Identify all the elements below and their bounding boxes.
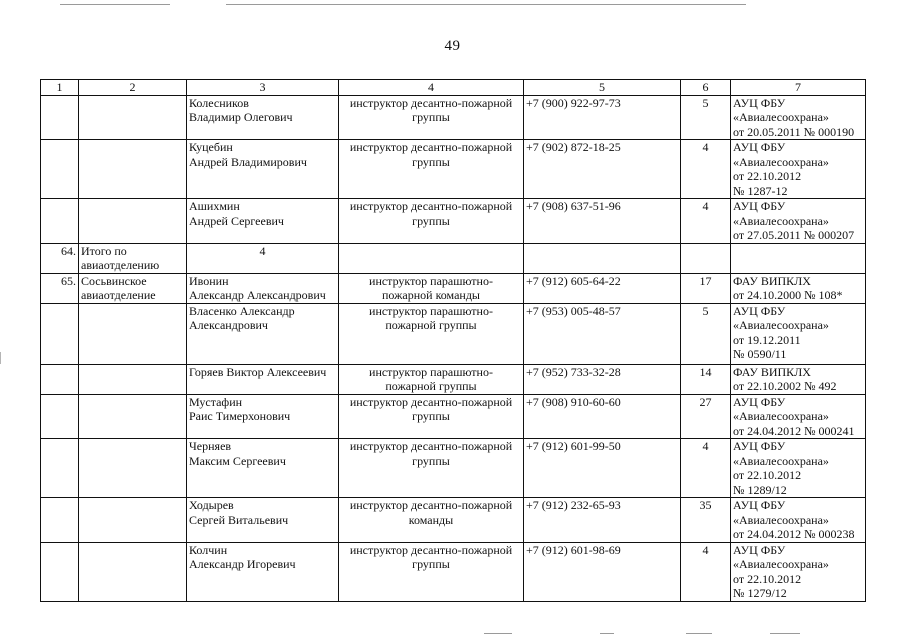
table-row [41,140,866,199]
department-cell [79,243,187,273]
person-name-cell-line: Александр Александрович [189,288,326,302]
position-cell [339,95,524,140]
person-name-cell-line: Ашихмин [189,199,240,213]
table-body [41,95,866,601]
position-cell-line: инструктор десантно-пожарной [349,542,513,557]
certificate-cell-line: № 1289/12 [733,482,787,497]
phone-cell: +7 (912) 232-65-93 [524,498,681,543]
person-name-cell-line: Максим Сергеевич [189,453,286,468]
person-name-cell-line: Колчин [189,542,228,557]
experience-years-cell: 4 [681,542,731,601]
experience-years-cell: 4 [681,439,731,498]
row-number [41,364,79,394]
position-cell [339,439,524,498]
department-cell-line: авиаотделение [81,288,156,302]
certificate-cell [731,394,866,439]
phone-cell: +7 (952) 733-32-28 [524,364,681,394]
position-cell [339,364,524,394]
person-name-cell-line: Александр Игоревич [189,557,296,571]
table-row [41,95,866,140]
certificate-cell-line: ФАУ ВИПКЛХ [733,364,811,379]
certificate-cell-line: АУЦ ФБУ [733,439,786,453]
certificate-cell-line: № 0590/11 [733,347,787,361]
experience-years-cell: 4 [681,140,731,199]
experience-years-cell: 17 [681,273,731,303]
person-name-cell-line: Александрович [189,318,268,332]
phone-cell: +7 (900) 922-97-73 [524,95,681,140]
experience-years-cell: 14 [681,364,731,394]
department-cell [79,498,187,543]
certificate-cell-line: от 20.05.2011 № 000190 [733,124,855,139]
row-number: 65. [41,273,79,303]
top-scan-rule-right [226,4,746,5]
department-cell-line: авиаотделению [81,258,160,272]
experience-years-cell: 27 [681,394,731,439]
col-header-6: 6 [681,80,731,96]
certificate-cell-line: ФАУ ВИПКЛХ [733,273,811,288]
department-cell [79,439,187,498]
department-cell [79,364,187,394]
certificate-cell [731,140,866,199]
department-cell [79,95,187,140]
person-name-cell [187,394,339,439]
department-cell-line: Итого по [81,243,127,258]
certificate-cell-line: от 19.12.2011 [733,332,801,347]
experience-years-cell [681,243,731,273]
certificate-cell-line: «Авиалесоохрана» [733,213,829,228]
row-number [41,498,79,543]
row-number [41,95,79,140]
position-cell-line: группы [412,154,450,169]
position-cell-line: группы [412,557,450,571]
personnel-table [40,79,866,602]
certificate-cell-line: АУЦ ФБУ [733,498,786,512]
department-cell-line: Сосьвинское [81,273,147,288]
certificate-cell-line: от 22.10.2002 № 492 [733,379,837,393]
certificate-cell-line: АУЦ ФБУ [733,542,786,557]
certificate-cell-line: АУЦ ФБУ [733,140,786,154]
row-number [41,140,79,199]
person-name-cell [187,243,339,273]
person-name-cell [187,140,339,199]
phone-cell: +7 (908) 910-60-60 [524,394,681,439]
bottom-scan-rule-d [770,633,800,634]
table-row [41,439,866,498]
experience-years-cell: 5 [681,95,731,140]
position-cell-line: инструктор парашютно- [369,364,493,379]
certificate-cell-line: «Авиалесоохрана» [733,110,829,124]
person-name-cell [187,273,339,303]
table-row [41,273,866,303]
column-number-row [41,80,866,96]
col-header-5: 5 [524,80,681,96]
page-number: 49 [444,38,461,54]
certificate-cell [731,542,866,601]
person-name-cell-line: Горяев Виктор Алексеевич [189,364,327,379]
phone-cell: +7 (953) 005-48-57 [524,303,681,364]
phone-cell: +7 (912) 601-99-50 [524,439,681,498]
position-cell-line: инструктор десантно-пожарной [349,394,513,409]
table-row [41,542,866,601]
certificate-cell-line: АУЦ ФБУ [733,95,786,110]
certificate-cell-line: от 22.10.2012 [733,169,802,183]
certificate-cell-line: «Авиалесоохрана» [733,557,829,571]
person-name-cell-line: Черняев [189,439,232,453]
experience-years-cell: 4 [681,199,731,244]
position-cell [339,303,524,364]
table-row [41,303,866,364]
certificate-cell-line: № 1279/12 [733,586,787,600]
position-cell [339,273,524,303]
certificate-cell-line: от 24.04.2012 № 000238 [733,527,855,541]
table-row [41,243,866,273]
position-cell-line: инструктор парашютно- [369,273,493,288]
person-name-cell-line: Власенко Александр [189,303,295,318]
person-name-cell [187,199,339,244]
certificate-cell-line: «Авиалесоохрана» [733,318,829,332]
table-row [41,364,866,394]
person-name-cell-line: Сергей Витальевич [189,512,289,527]
certificate-cell-line: «Авиалесоохрана» [733,154,829,169]
col-header-4: 4 [339,80,524,96]
position-cell [339,140,524,199]
certificate-cell [731,95,866,140]
certificate-cell-line: «Авиалесоохрана» [733,453,829,468]
person-name-cell [187,498,339,543]
person-name-cell-line: Куцебин [189,140,233,154]
certificate-cell [731,303,866,364]
person-name-cell-line: Ивонин [189,273,229,288]
position-cell-line: группы [412,409,450,423]
certificate-cell-line: «Авиалесоохрана» [733,409,829,423]
person-name-cell [187,542,339,601]
position-cell [339,243,524,273]
row-number [41,199,79,244]
phone-cell: +7 (912) 601-98-69 [524,542,681,601]
position-cell-line: команды [408,512,454,527]
person-name-cell-line: Раис Тимерхонович [189,409,291,423]
position-cell-line: группы [412,110,450,124]
certificate-cell-line: АУЦ ФБУ [733,303,786,318]
phone-cell: +7 (912) 605-64-22 [524,273,681,303]
bottom-scan-rule-b [600,633,614,634]
person-name-cell [187,95,339,140]
person-name-cell [187,364,339,394]
certificate-cell-line: АУЦ ФБУ [733,199,786,213]
department-cell [79,394,187,439]
position-cell-line: инструктор десантно-пожарной [349,498,513,512]
position-cell-line: инструктор парашютно- [369,303,493,318]
position-cell-line: инструктор десантно-пожарной [349,140,513,154]
col-header-3: 3 [187,80,339,96]
phone-cell: +7 (908) 637-51-96 [524,199,681,244]
position-cell [339,498,524,543]
person-name-cell-line: Андрей Сергеевич [189,213,284,228]
position-cell-line: инструктор десантно-пожарной [349,95,513,110]
col-header-7: 7 [731,80,866,96]
certificate-cell-line: от 22.10.2012 [733,468,802,482]
row-number [41,394,79,439]
person-name-cell-line: Андрей Владимирович [189,154,307,169]
left-margin-scan-mark [0,352,1,364]
top-scan-rule-left [60,4,170,5]
certificate-cell-line: от 24.04.2012 № 000241 [733,423,855,438]
department-cell [79,140,187,199]
position-cell-line: пожарной группы [385,318,477,332]
position-cell-line: пожарной команды [381,288,480,302]
row-number: 64. [41,243,79,273]
row-number [41,303,79,364]
person-name-cell [187,439,339,498]
bottom-scan-rule-c [686,633,712,634]
certificate-cell [731,273,866,303]
person-name-cell-line: 4 [259,243,266,258]
certificate-cell [731,498,866,543]
table-row [41,394,866,439]
person-name-cell-line: Колесников [189,95,249,110]
person-name-cell [187,303,339,364]
col-header-2: 2 [79,80,187,96]
person-name-cell-line: Ходырев [189,498,234,512]
certificate-cell-line: № 1287-12 [733,183,788,198]
certificate-cell [731,243,866,273]
certificate-cell-line: АУЦ ФБУ [733,394,786,409]
certificate-cell-line: от 22.10.2012 [733,571,802,586]
certificate-cell [731,199,866,244]
certificate-cell [731,364,866,394]
col-header-1: 1 [41,80,79,96]
department-cell [79,542,187,601]
position-cell [339,542,524,601]
experience-years-cell: 5 [681,303,731,364]
row-number [41,542,79,601]
position-cell-line: группы [412,453,450,468]
position-cell [339,394,524,439]
phone-cell [524,243,681,273]
person-name-cell-line: Мустафин [189,394,243,409]
certificate-cell-line: «Авиалесоохрана» [733,512,829,527]
bottom-scan-rule-a [484,633,512,634]
department-cell [79,273,187,303]
position-cell-line: инструктор десантно-пожарной [349,199,513,213]
position-cell-line: инструктор десантно-пожарной [349,439,513,453]
table-row [41,498,866,543]
certificate-cell [731,439,866,498]
experience-years-cell: 35 [681,498,731,543]
certificate-cell-line: от 27.05.2011 № 000207 [733,228,855,242]
position-cell-line: пожарной группы [385,379,477,393]
certificate-cell-line: от 24.10.2000 № 108* [733,288,843,302]
person-name-cell-line: Владимир Олегович [189,110,293,124]
department-cell [79,303,187,364]
table-row [41,199,866,244]
position-cell-line: группы [412,213,450,228]
position-cell [339,199,524,244]
row-number [41,439,79,498]
department-cell [79,199,187,244]
phone-cell: +7 (902) 872-18-25 [524,140,681,199]
